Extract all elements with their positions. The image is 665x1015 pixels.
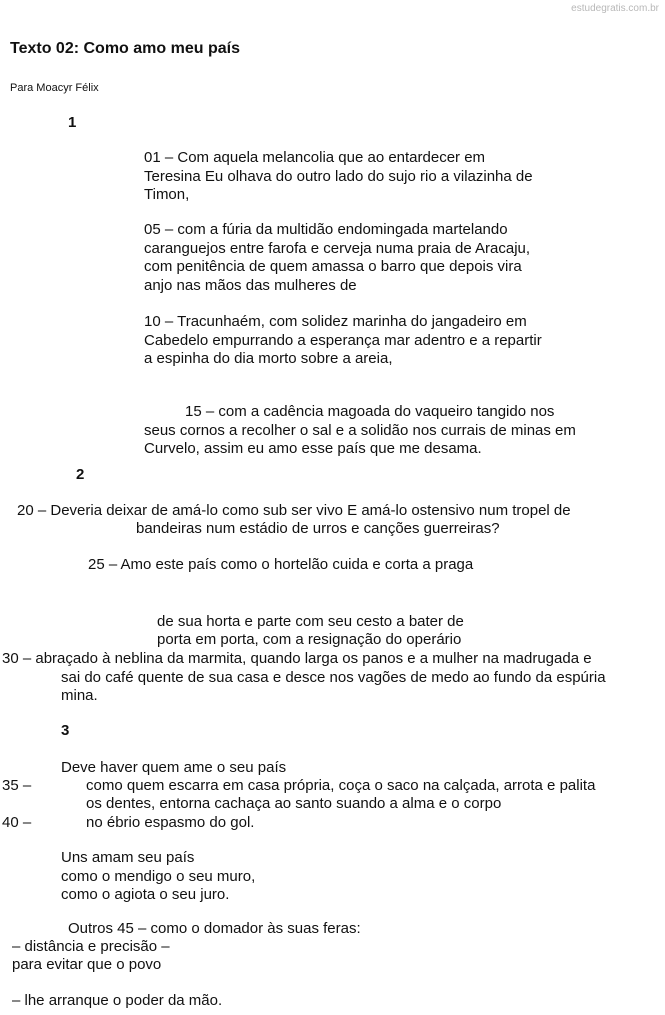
poem-line-40: no ébrio espasmo do gol. [86,814,255,831]
page-title: Texto 02: Como amo meu país [10,40,240,57]
poem-line: 01 – Com aquela melancolia que ao entardecer em [144,149,486,166]
poem-line: mina. [61,687,98,704]
poem-line: Teresina Eu olhava do outro lado do sujo rio a vilazinha de [144,167,533,185]
poem-line: Curvelo, assim eu amo esse país que me desama. [144,440,482,457]
poem-line: 10 – Tracunhaém, com solidez marinha do jangadeiro em [144,313,527,330]
poem-line: bandeiras num estádio de urros e canções guerreiras? [136,520,500,537]
poem-line: 05 – com a fúria da multidão endomingada martelando [144,221,508,238]
poem-line-30: 30 – abraçado à neblina da marmita, quando larga os panos e a mulher na madrugada e [2,650,592,667]
poem-line: de sua horta e parte com seu cesto a bater de [157,613,464,630]
site-watermark: estudegratis.com.br [571,3,659,14]
stanza-01 [144,149,533,205]
stanza-10 [144,313,542,369]
poem-line: Cabedelo empurrando a esperança mar adentro e a repartir [144,331,542,349]
poem-line: como o agiota o seu juro. [61,886,230,903]
poem-line: 15 – com a cadência magoada do vaqueiro tangido nos [185,403,555,420]
line-number-35: 35 – [2,777,32,794]
poem-line: com penitência de quem amassa o barro que depois vira [144,258,522,275]
poem-line: a espinha do dia morto sobre a areia, [144,350,393,367]
section-number-3: 3 [61,722,70,739]
section-number-1: 1 [68,114,77,131]
stanza-15 [144,403,576,459]
dedication: Para Moacyr Félix [10,82,99,94]
poem-line-last: – lhe arranque o poder da mão. [12,992,223,1009]
section-number-2: 2 [76,466,85,483]
line-number-40: 40 – [2,814,32,831]
poem-line-20: 20 – Deveria deixar de amá-lo como sub ser vivo E amá-lo ostensivo num tropel de [17,502,571,519]
poem-line: para evitar que o povo [12,956,162,973]
poem-line: sai do café quente de sua casa e desce nos vagões de medo ao fundo da espúria [61,669,606,686]
poem-line: seus cornos a recolher o sal e a solidão nos currais de minas em [144,421,576,439]
poem-line-45: Outros 45 – como o domador às suas feras: [68,920,361,937]
poem-line: caranguejos entre farofa e cerveja numa praia de Aracaju, [144,239,531,257]
stanza-uns [61,849,255,905]
stanza-05 [144,221,530,295]
poem-line: anjo nas mãos das mulheres de [144,276,357,294]
poem-line-25: 25 – Amo este país como o hortelão cuida e corta a praga [88,556,474,573]
poem-line: como o mendigo o seu muro, [61,867,256,885]
poem-line-35: como quem escarra em casa própria, coça o saco na calçada, arrota e palita [86,777,596,794]
poem-line: – distância e precisão – [12,938,170,955]
poem-line: porta em porta, com a resignação do operário [157,631,462,648]
poem-line: Timon, [144,186,190,203]
poem-line: os dentes, entorna cachaça ao santo suando a alma e o corpo [86,795,502,812]
poem-line: Deve haver quem ame o seu país [61,759,287,776]
poem-line: Uns amam seu país [61,849,195,866]
